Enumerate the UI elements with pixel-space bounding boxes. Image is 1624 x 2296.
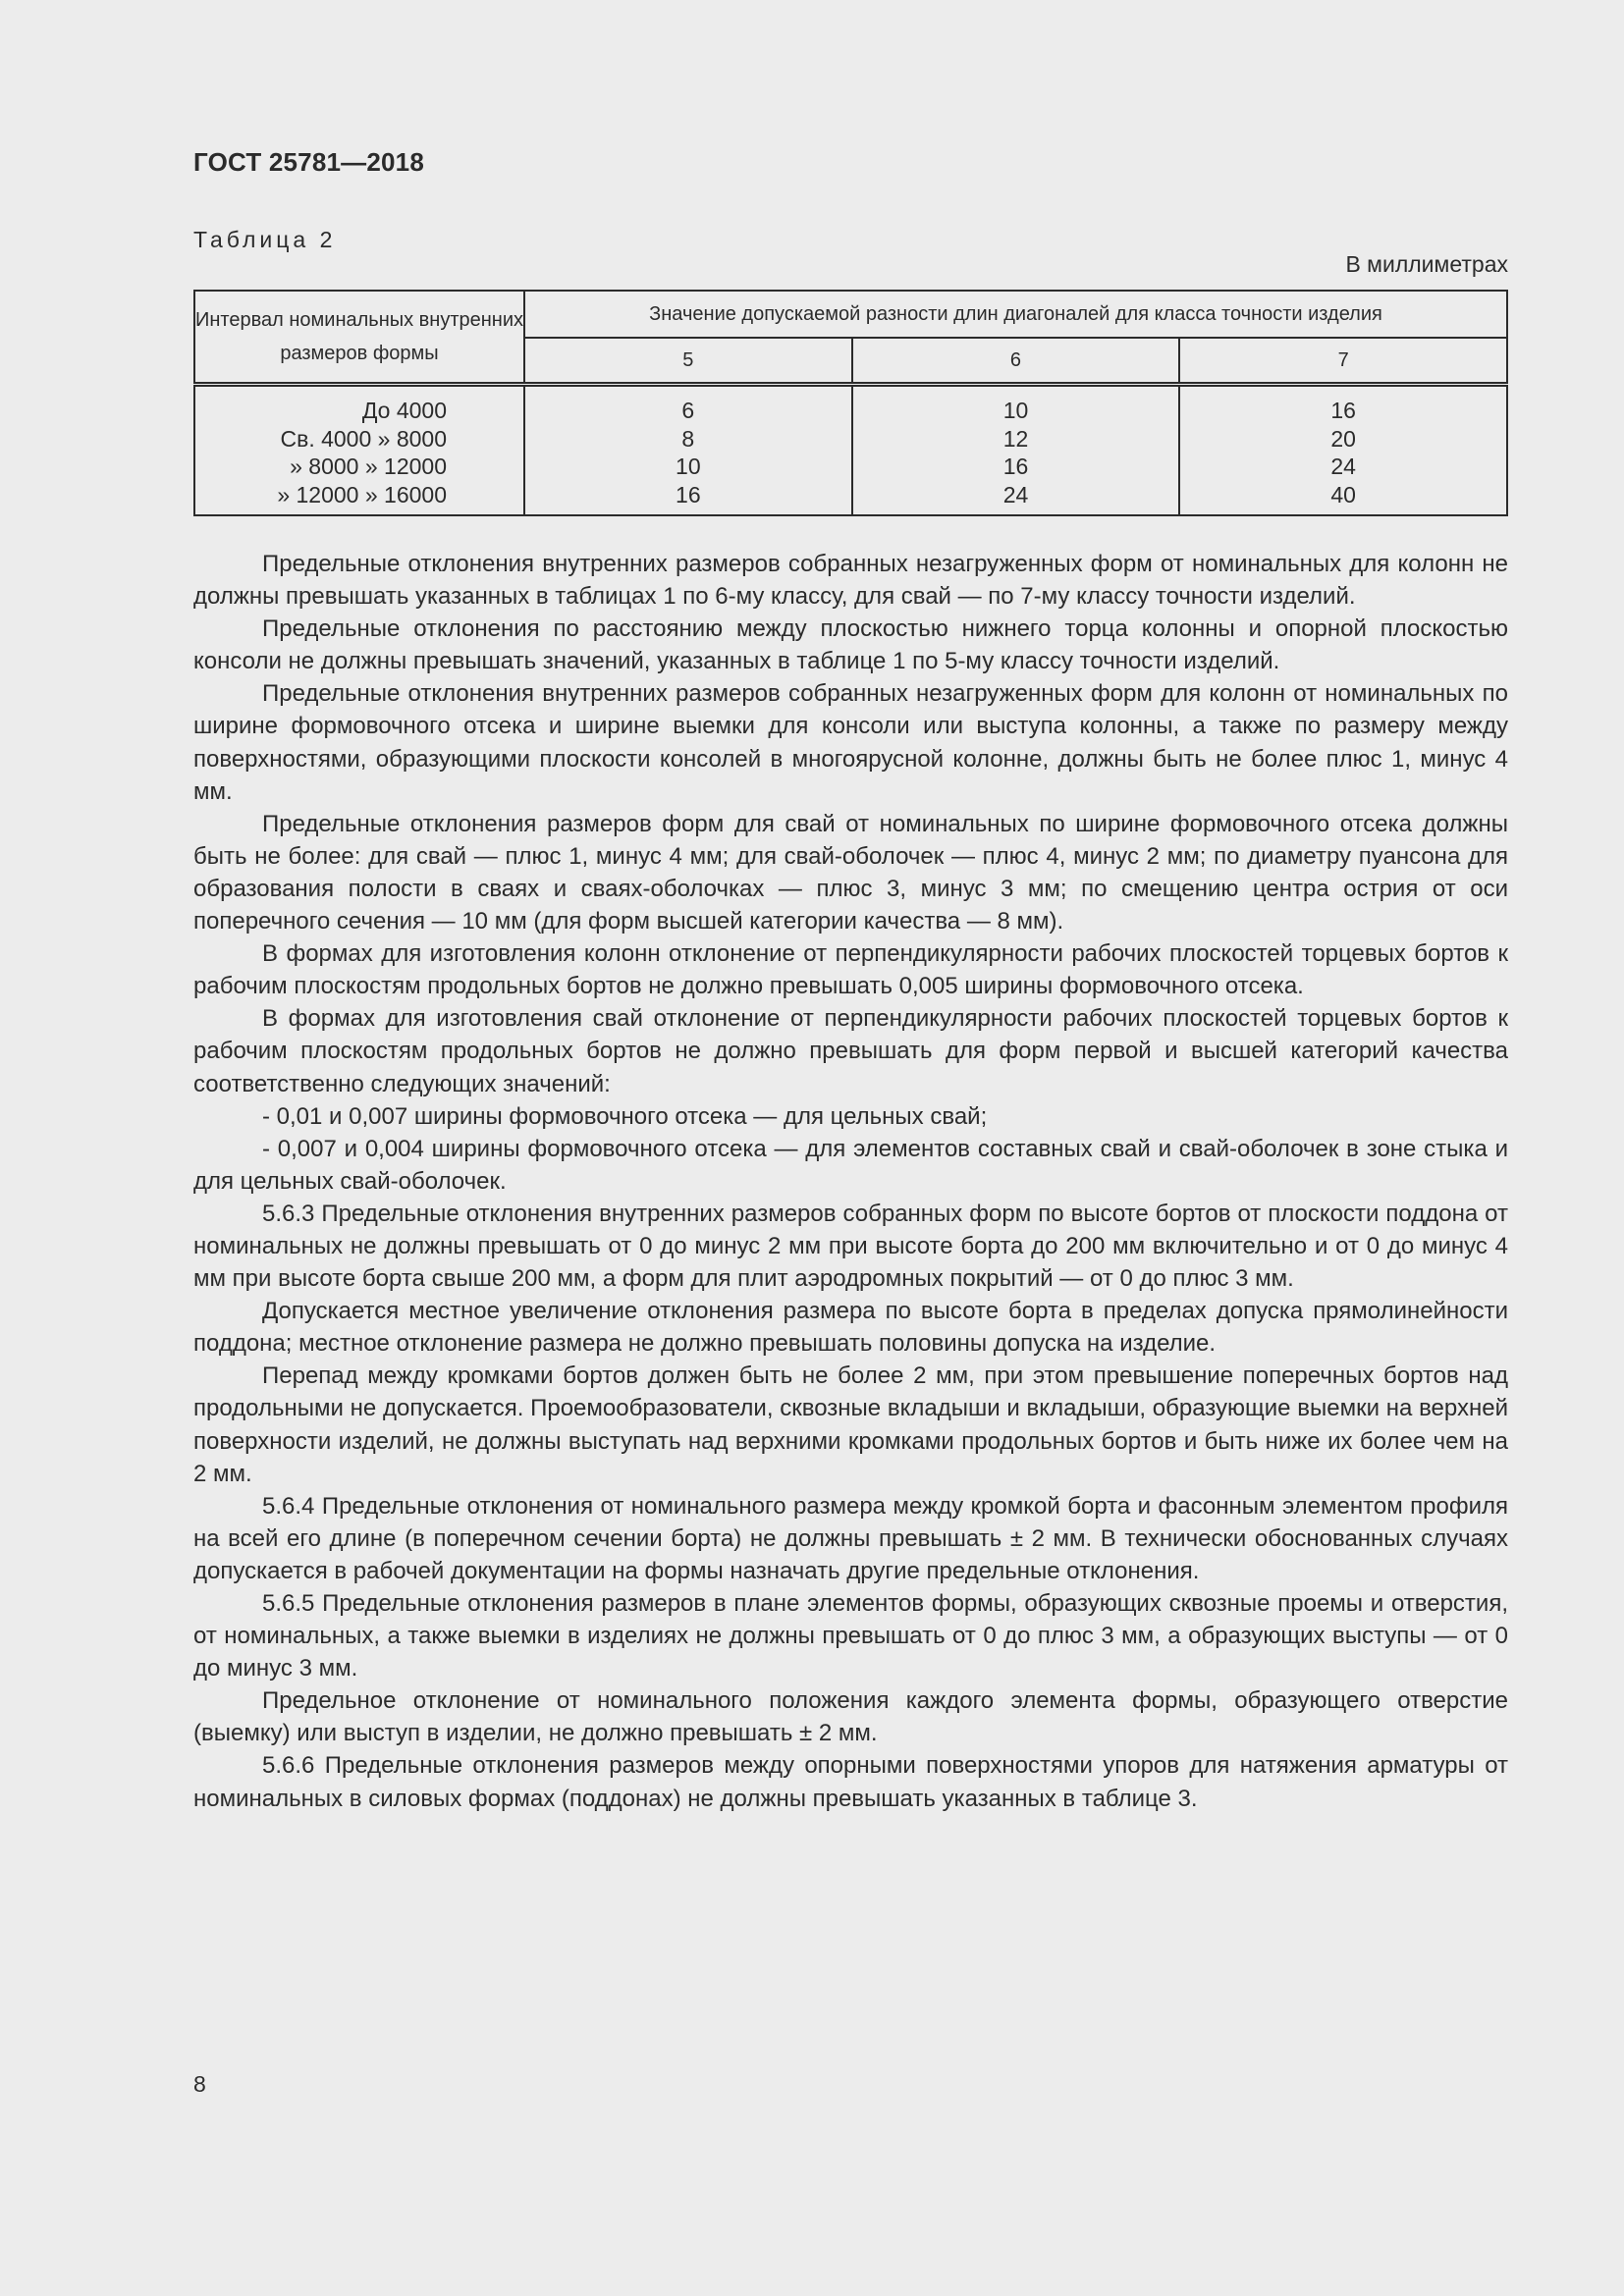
interval-cell <box>194 385 524 516</box>
paragraph: Перепад между кромками бортов должен быть не более 2 мм, при этом превышение поперечных бортов над продольными не допускается. Проемообразователи, сквозные вкладыши и вкладыши, образующие выемки на верхней поверхности изделий, не должны выступать над верхними кромками продольных бортов и быть ниже их более чем на 2 мм. <box>193 1362 1508 1487</box>
class-5-header: 5 <box>524 338 852 385</box>
class-6-value: 24 <box>1002 481 1029 507</box>
class-7-cell <box>1179 385 1507 516</box>
paragraph: 5.6.5 Предельные отклонения размеров в плане элементов формы, образующих сквозные проемы и отверстия, от номинальных, а также выемки в изделиях не должны превышать от 0 до плюс 3 мм, а образующих выступы — от 0 до минус 3 мм. <box>193 1590 1508 1682</box>
list-item: - 0,007 и 0,004 ширины формовочного отсека — для элементов составных свай и свай-оболочек в зоне стыка и для цельных свай-оболочек. <box>193 1135 1508 1195</box>
class-5-value: 10 <box>676 454 701 479</box>
paragraph: Предельные отклонения размеров форм для свай от номинальных по ширине формовочного отсека должны быть не более: для свай — плюс 1, минус 4 мм; для свай-оболочек — плюс 4, минус 2 мм; по диаметру пуансона для образования полости в сваях и сваях-оболочках — плюс 3, минус 3 мм; по смещению центра острия от оси поперечного сечения — 10 мм (для форм высшей категории качества — 8 мм). <box>193 810 1508 935</box>
paragraph: В формах для изготовления колонн отклонение от перпендикулярности рабочих плоскостей торцевых бортов к рабочим плоскостям продольных бортов не должно превышать 0,005 ширины формовочного отсека. <box>193 940 1508 1000</box>
paragraph: 5.6.3 Предельные отклонения внутренних размеров собранных форм по высоте бортов от плоскости поддона от номинальных не должны превышать от 0 до минус 2 мм при высоте борта до 200 мм включительно и от 0 до минус 4 мм при высоте борта свыше 200 мм, а форм для плит аэродромных покрытий — от 0 до плюс 3 мм. <box>193 1200 1508 1293</box>
class-6-header: 6 <box>852 338 1180 385</box>
class-7-value: 16 <box>1330 398 1356 423</box>
class-5-value: 8 <box>681 425 695 452</box>
interval-value: Св. 4000 » 8000 <box>280 425 447 452</box>
paragraph: Допускается местное увеличение отклонения размера по высоте борта в пределах допуска прямолинейности поддона; местное отклонение размера не должно превышать половины допуска на изделие. <box>193 1298 1508 1358</box>
tolerance-table <box>193 290 1508 516</box>
class-5-cell <box>524 385 852 516</box>
class-7-value: 24 <box>1330 454 1356 479</box>
interval-value: » 8000 » 12000 <box>290 454 447 479</box>
list-item: - 0,01 и 0,007 ширины формовочного отсека — для цельных свай; <box>262 1102 988 1130</box>
class-6-value: 10 <box>1002 398 1029 423</box>
accuracy-class-group-header: Значение допускаемой разности длин диагоналей для класса точности изделия <box>524 291 1507 338</box>
paragraph: Предельные отклонения внутренних размеров собранных незагруженных форм для колонн от номинальных по ширине формовочного отсека и ширине выемки для консоли или выступа колонны, а также по размеру между поверхностями, образующими плоскости консолей в многоярусной колонне, должны быть не более плюс 1, минус 4 мм. <box>193 680 1508 805</box>
class-5-value: 16 <box>676 481 701 507</box>
class-7-value: 40 <box>1330 481 1356 507</box>
paragraph: 5.6.6 Предельные отклонения размеров между опорными поверхностями упоров для натяжения арматуры от номинальных в силовых формах (поддонах) не должны превышать указанных в таблице 3. <box>193 1752 1508 1812</box>
paragraph: Предельное отклонение от номинального положения каждого элемента формы, образующего отверстие (выемку) или выступ в изделии, не должно превышать ± 2 мм. <box>193 1687 1508 1747</box>
paragraph: Предельные отклонения по расстоянию между плоскостью нижнего торца колонны и опорной плоскостью консоли не должны превышать значений, указанных в таблице 1 по 5-му классу точности изделий. <box>193 615 1508 675</box>
class-7-header: 7 <box>1179 338 1507 385</box>
paragraph: 5.6.4 Предельные отклонения от номинального размера между кромкой борта и фасонным элементом профиля на всей его длине (в поперечном сечении борта) не должны превышать ± 2 мм. В технически обоснованных случаях допускается в рабочей документации на формы назначать другие предельные отклонения. <box>193 1492 1508 1584</box>
interval-value: До 4000 <box>361 398 447 423</box>
page-number: 8 <box>193 2071 206 2097</box>
interval-column-header: Интервал номинальных внутренних размеров формы <box>194 291 524 385</box>
class-6-value: 12 <box>1002 425 1029 452</box>
body-text <box>193 548 1508 1815</box>
table-units: В миллиметрах <box>1345 251 1508 277</box>
document-header: ГОСТ 25781—2018 <box>193 147 424 177</box>
table-caption: Таблица 2 <box>193 227 337 252</box>
class-5-value: 6 <box>681 398 695 423</box>
table-row <box>194 385 1507 516</box>
paragraph: Предельные отклонения внутренних размеров собранных незагруженных форм от номинальных для колонн не должны превышать указанных в таблицах 1 по 6-му классу, для свай — по 7-му классу точности изделий. <box>193 551 1508 611</box>
paragraph: В формах для изготовления свай отклонение от перпендикулярности рабочих плоскостей торцевых бортов к рабочим плоскостям продольных бортов не должно превышать для форм первой и высшей категорий качества соответственно следующих значений: <box>193 1005 1508 1097</box>
class-7-value: 20 <box>1330 425 1356 452</box>
class-6-cell <box>852 385 1180 516</box>
interval-value: » 12000 » 16000 <box>277 481 447 507</box>
class-6-value: 16 <box>1002 454 1029 479</box>
